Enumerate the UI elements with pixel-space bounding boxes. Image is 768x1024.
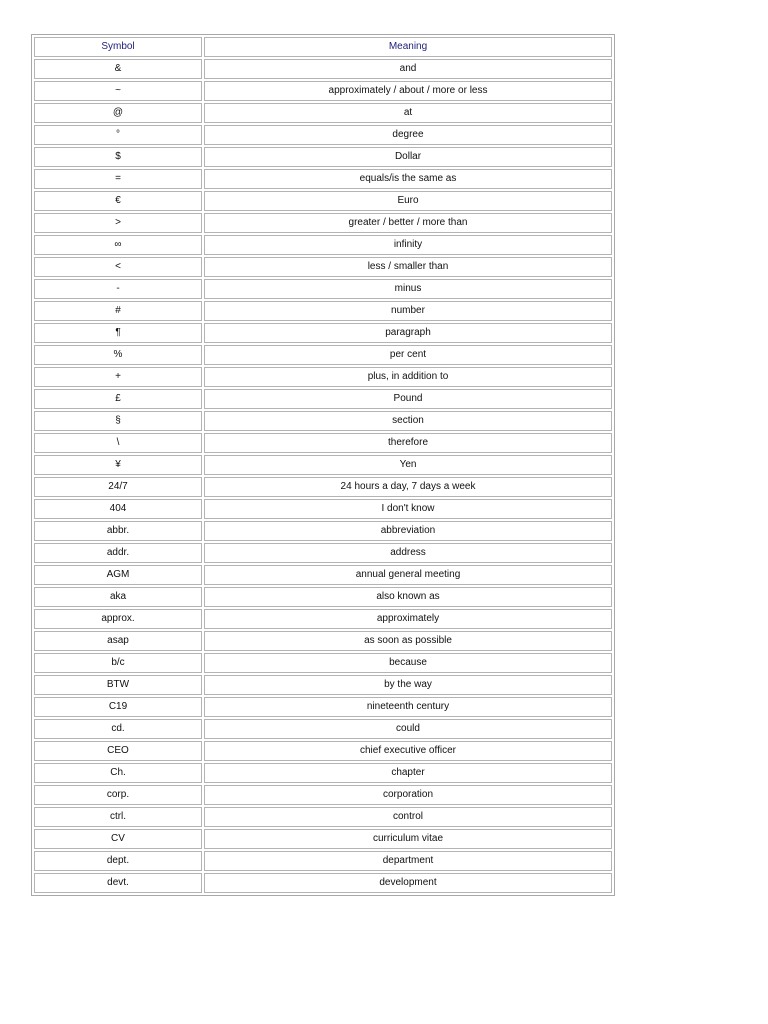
meaning-cell: equals/is the same as	[204, 169, 612, 189]
symbol-cell: C19	[34, 697, 202, 717]
symbol-cell: ¥	[34, 455, 202, 475]
symbol-cell: €	[34, 191, 202, 211]
table-row	[34, 411, 612, 431]
symbol-cell: ¶	[34, 323, 202, 343]
table-row	[34, 279, 612, 299]
meaning-cell: annual general meeting	[204, 565, 612, 585]
meaning-cell: approximately / about / more or less	[204, 81, 612, 101]
meaning-cell: development	[204, 873, 612, 893]
symbol-cell: dept.	[34, 851, 202, 871]
symbol-cell: Ch.	[34, 763, 202, 783]
meaning-cell: degree	[204, 125, 612, 145]
meaning-cell: chief executive officer	[204, 741, 612, 761]
table-row	[34, 147, 612, 167]
symbol-cell: CV	[34, 829, 202, 849]
meaning-cell: 24 hours a day, 7 days a week	[204, 477, 612, 497]
meaning-cell: section	[204, 411, 612, 431]
symbol-cell: CEO	[34, 741, 202, 761]
meaning-cell: corporation	[204, 785, 612, 805]
symbol-cell: cd.	[34, 719, 202, 739]
meaning-cell: infinity	[204, 235, 612, 255]
symbol-cell: asap	[34, 631, 202, 651]
symbol-cell: @	[34, 103, 202, 123]
symbol-cell: >	[34, 213, 202, 233]
meaning-cell: by the way	[204, 675, 612, 695]
table-row	[34, 763, 612, 783]
table-row	[34, 169, 612, 189]
meaning-cell: at	[204, 103, 612, 123]
table-header-row	[34, 37, 612, 57]
symbol-cell: aka	[34, 587, 202, 607]
abbreviations-table-wrapper	[31, 34, 615, 896]
meaning-cell: Pound	[204, 389, 612, 409]
meaning-cell: because	[204, 653, 612, 673]
meaning-cell: address	[204, 543, 612, 563]
meaning-cell: I don't know	[204, 499, 612, 519]
meaning-cell: Dollar	[204, 147, 612, 167]
meaning-cell: therefore	[204, 433, 612, 453]
table-row	[34, 477, 612, 497]
symbol-cell: AGM	[34, 565, 202, 585]
symbol-cell: ctrl.	[34, 807, 202, 827]
symbol-column-header: Symbol	[34, 37, 202, 57]
symbol-cell: corp.	[34, 785, 202, 805]
meaning-cell: number	[204, 301, 612, 321]
meaning-cell: department	[204, 851, 612, 871]
table-row	[34, 235, 612, 255]
table-row	[34, 499, 612, 519]
symbol-cell: ∞	[34, 235, 202, 255]
symbol-cell: ~	[34, 81, 202, 101]
table-row	[34, 455, 612, 475]
meaning-cell: as soon as possible	[204, 631, 612, 651]
table-row	[34, 565, 612, 585]
table-row	[34, 543, 612, 563]
table-row	[34, 587, 612, 607]
meaning-cell: chapter	[204, 763, 612, 783]
table-row	[34, 675, 612, 695]
symbol-cell: \	[34, 433, 202, 453]
table-row	[34, 81, 612, 101]
symbol-cell: $	[34, 147, 202, 167]
meaning-cell: less / smaller than	[204, 257, 612, 277]
table-row	[34, 433, 612, 453]
table-row	[34, 785, 612, 805]
table-row	[34, 741, 612, 761]
meaning-cell: plus, in addition to	[204, 367, 612, 387]
symbol-cell: -	[34, 279, 202, 299]
meaning-cell: paragraph	[204, 323, 612, 343]
symbol-cell: §	[34, 411, 202, 431]
table-row	[34, 125, 612, 145]
symbol-cell: devt.	[34, 873, 202, 893]
table-row	[34, 389, 612, 409]
table-row	[34, 103, 612, 123]
table-row	[34, 191, 612, 211]
symbol-cell: 24/7	[34, 477, 202, 497]
meaning-cell: Euro	[204, 191, 612, 211]
symbol-cell: b/c	[34, 653, 202, 673]
table-row	[34, 631, 612, 651]
table-row	[34, 807, 612, 827]
meaning-cell: nineteenth century	[204, 697, 612, 717]
meaning-cell: approximately	[204, 609, 612, 629]
table-row	[34, 521, 612, 541]
abbreviations-table	[32, 35, 614, 895]
symbol-cell: #	[34, 301, 202, 321]
meaning-cell: greater / better / more than	[204, 213, 612, 233]
meaning-cell: curriculum vitae	[204, 829, 612, 849]
symbol-cell: 404	[34, 499, 202, 519]
meaning-cell: per cent	[204, 345, 612, 365]
table-row	[34, 851, 612, 871]
table-row	[34, 697, 612, 717]
symbol-cell: £	[34, 389, 202, 409]
symbol-cell: <	[34, 257, 202, 277]
meaning-cell: also known as	[204, 587, 612, 607]
table-row	[34, 301, 612, 321]
table-body	[34, 59, 612, 893]
table-row	[34, 257, 612, 277]
symbol-cell: abbr.	[34, 521, 202, 541]
meaning-cell: Yen	[204, 455, 612, 475]
symbol-cell: addr.	[34, 543, 202, 563]
symbol-cell: +	[34, 367, 202, 387]
symbol-cell: =	[34, 169, 202, 189]
symbol-cell: approx.	[34, 609, 202, 629]
table-row	[34, 609, 612, 629]
symbol-cell: %	[34, 345, 202, 365]
symbol-cell: BTW	[34, 675, 202, 695]
table-row	[34, 829, 612, 849]
symbol-cell: &	[34, 59, 202, 79]
table-row	[34, 719, 612, 739]
meaning-column-header: Meaning	[204, 37, 612, 57]
table-row	[34, 367, 612, 387]
table-row	[34, 873, 612, 893]
table-row	[34, 653, 612, 673]
table-row	[34, 59, 612, 79]
meaning-cell: and	[204, 59, 612, 79]
meaning-cell: could	[204, 719, 612, 739]
table-row	[34, 323, 612, 343]
table-row	[34, 345, 612, 365]
table-row	[34, 213, 612, 233]
meaning-cell: abbreviation	[204, 521, 612, 541]
symbol-cell: °	[34, 125, 202, 145]
meaning-cell: minus	[204, 279, 612, 299]
meaning-cell: control	[204, 807, 612, 827]
